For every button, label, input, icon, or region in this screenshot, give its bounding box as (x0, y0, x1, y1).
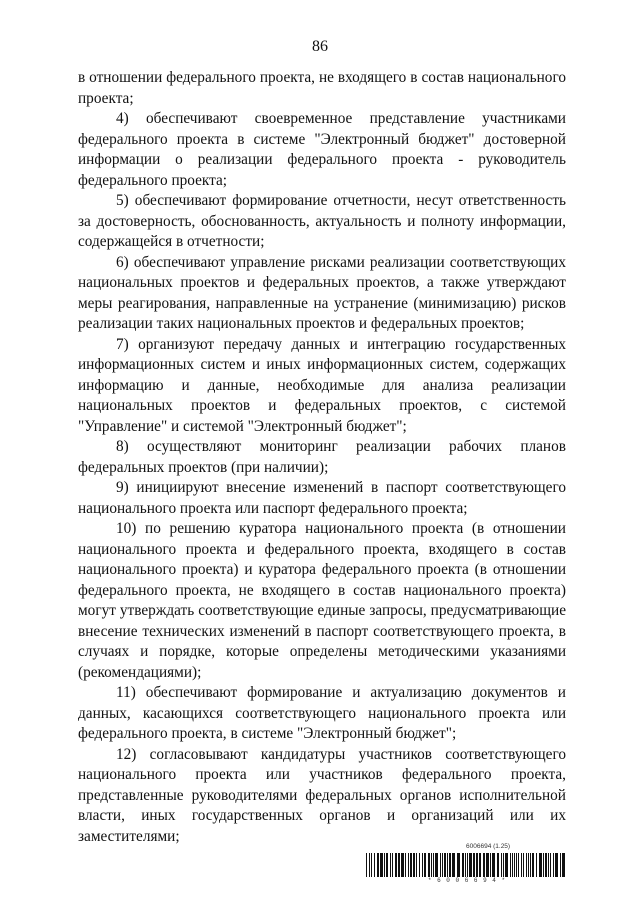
paragraph-item-4: 4) обеспечивают своевременное представление участниками федерального проекта в системе "Электронный бюджет" достоверной информации о реализации федерального проекта - руководитель федерального проекта; (78, 110, 566, 189)
paragraph-item-9: 9) инициируют внесение изменений в паспорт соответствующего национального проекта или паспорт федерального проекта; (78, 479, 566, 517)
document-body (78, 68, 566, 847)
paragraph-item-6: 6) обеспечивают управление рисками реализации соответствующих национальных проектов и федеральных проектов, а также утверждают меры реагирования, направленные на устранение (минимизацию) рисков реализации таких национальных проектов и федеральных проектов; (78, 253, 566, 332)
paragraph-item-10: 10) по решению куратора национального проекта (в отношении национального проекта и федерального проекта, входящего в состав национального проекта) и куратора федерального проекта (в отношении федерального проекта, не входящего в состав национального проекта) могут утверждать соответствующие единые запросы, предусматривающие внесение технических изменений в паспорт соответствующего проекта, в случаях и порядке, которые определены методическими указаниями (рекомендациями); (78, 520, 566, 681)
page-number: 86 (312, 38, 328, 55)
paragraph-item-8: 8) осуществляют мониторинг реализации рабочих планов федеральных проектов (при наличии); (78, 438, 566, 476)
paragraph-item-5: 5) обеспечивают формирование отчетности, несут ответственность за достоверность, обоснованность, актуальность и полноту информации, содержащейся в отчетности; (78, 192, 566, 250)
paragraph-continuation: в отношении федерального проекта, не входящего в состав национального проекта; (78, 69, 566, 107)
barcode-number: * 6 0 0 6 6 9 4 * (427, 877, 507, 884)
paragraph-item-11: 11) обеспечивают формирование и актуализацию документов и данных, касающихся соответствующего национального проекта или федерального проекта, в системе "Электронный бюджет"; (78, 684, 566, 742)
paragraph-item-12: 12) согласовывают кандидатуры участников соответствующего национального проекта или участников федерального проекта, представленные руководителями федеральных органов исполнительной власти, иных государственных органов и организаций или их заместителями; (78, 745, 566, 845)
barcode-label: 6006694 (1.25) (466, 843, 511, 850)
barcode-block (366, 843, 568, 884)
paragraph-item-7: 7) организуют передачу данных и интеграцию государственных информационных систем и иных информационных систем, содержащих информацию и данные, необходимые для анализа реализации национальных проектов и федеральных проектов, с системой "Управление" и системой "Электронный бюджет"; (78, 335, 566, 435)
barcode-image (366, 853, 568, 877)
